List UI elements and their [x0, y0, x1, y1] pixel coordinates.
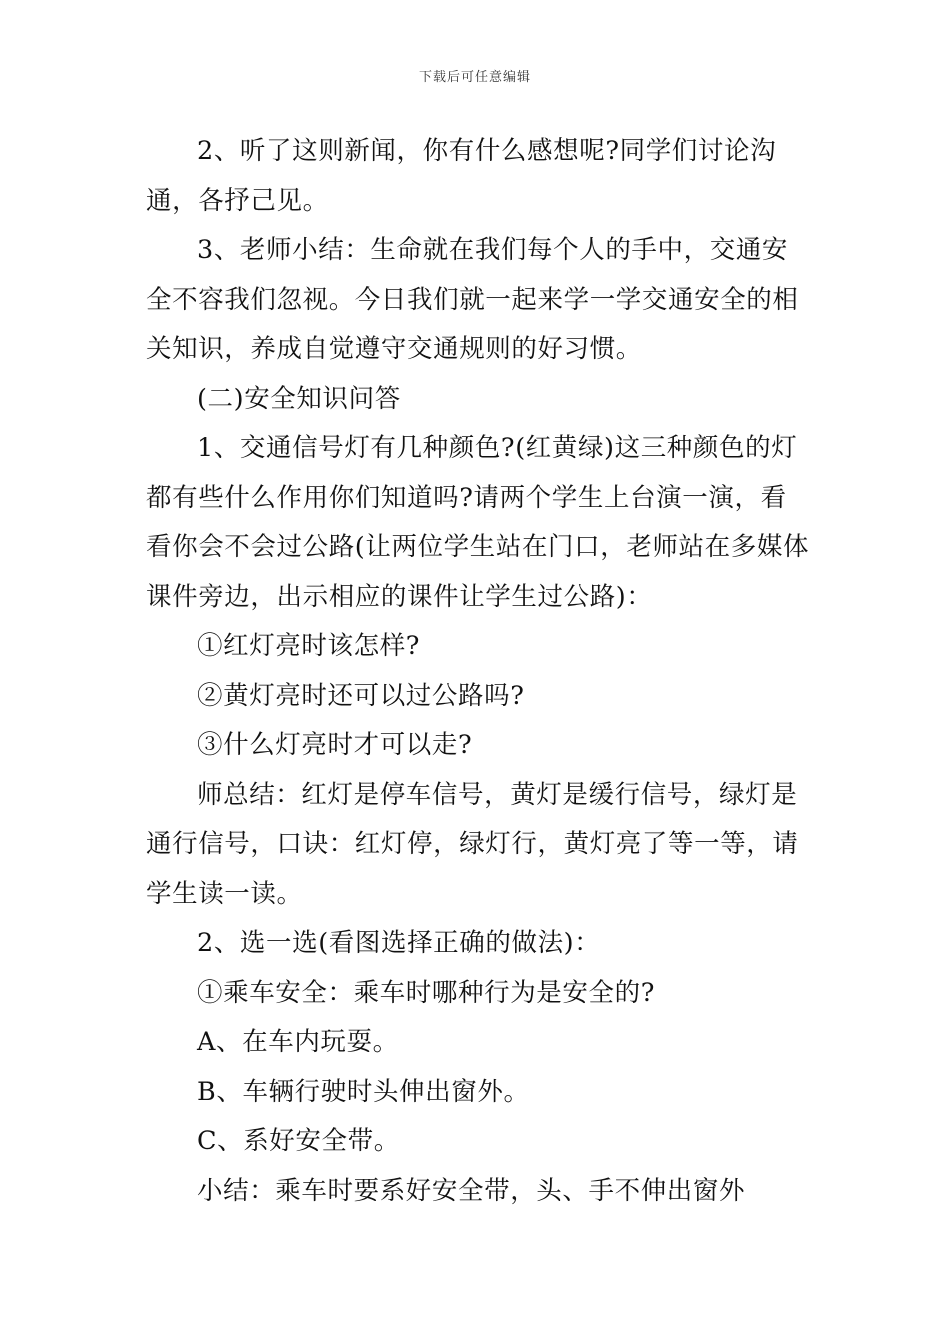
option-c: C、系好安全带。 — [197, 1126, 400, 1156]
option-a: A、在车内玩耍。 — [197, 1027, 399, 1057]
list-item-yellow-light: ②黄灯亮时还可以过公路吗? — [197, 680, 525, 711]
paragraph-riding-summary: 小结：乘车时要系好安全带，头、手不伸出窗外 — [197, 1175, 746, 1206]
paragraph-choose-one: 2、选一选(看图选择正确的做法)： — [197, 928, 601, 958]
section-heading-safety-quiz: (二)安全知识问答 — [197, 383, 401, 414]
paragraph-teacher-conclusion: 师总结：红灯是停车信号，黄灯是缓行信号，绿灯是通行信号，口诀：红灯停，绿灯行，黄灯亮了等一等，请学生读一读。 — [146, 779, 799, 909]
option-b: B、车辆行驶时头伸出窗外。 — [197, 1076, 530, 1107]
paragraph-teacher-summary: 3、老师小结：生命就在我们每个人的手中，交通安全不容我们忽视。今日我们就一起来学一学交通安全的相关知识，养成自觉遵守交通规则的好习惯。 — [146, 235, 799, 364]
paragraph-discussion: 2、听了这则新闻，你有什么感想呢?同学们讨论沟通，各抒己见。 — [146, 136, 777, 216]
page-header-note: 下载后可任意编辑 — [418, 70, 531, 85]
list-item-which-light: ③什么灯亮时才可以走? — [197, 730, 473, 760]
document-body — [146, 127, 810, 1216]
list-item-red-light: ①红灯亮时该怎样? — [197, 631, 421, 661]
list-item-riding-safety: ①乘车安全：乘车时哪种行为是安全的? — [197, 977, 655, 1008]
paragraph-traffic-light-question: 1、交通信号灯有几种颜色?(红黄绿)这三种颜色的灯都有些什么作用你们知道吗?请两个学生上台演一演，看看你会不会过公路(让两位学生站在门口，老师站在多媒体课件旁边，出示相应的课件让学生过公路)： — [146, 433, 810, 612]
